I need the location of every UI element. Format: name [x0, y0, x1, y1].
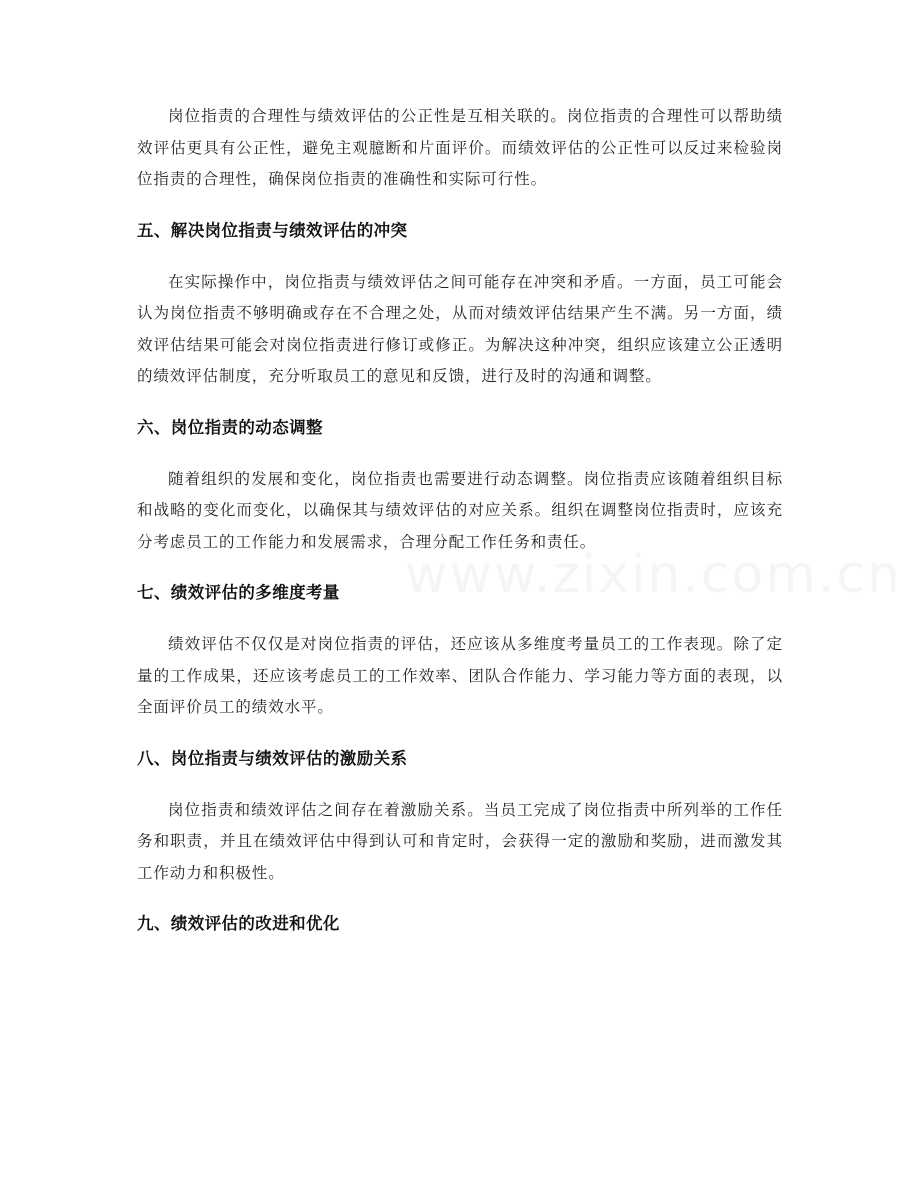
watermark: www.zixin.com.cn [405, 545, 902, 605]
heading-section-6: 六、岗位指责的动态调整 [137, 417, 323, 437]
paragraph-section-6: 随着组织的发展和变化，岗位指责也需要进行动态调整。岗位指责应该随着组织目标和战略的变化而变化，以确保其与绩效评估的对应关系。组织在调整岗位指责时，应该充分考虑员工的工作能力和发展需求，合理分配工作任务和责任。 [137, 469, 783, 551]
paragraph-section-7: 绩效评估不仅仅是对岗位指责的评估，还应该从多维度考量员工的工作表现。除了定量的工作成果，还应该考虑员工的工作效率、团队合作能力、学习能力等方面的表现，以全面评价员工的绩效水平。 [137, 635, 783, 716]
heading-section-7: 七、绩效评估的多维度考量 [137, 583, 340, 602]
paragraph-section-8: 岗位指责和绩效评估之间存在着激励关系。当员工完成了岗位指责中所列举的工作任务和职责，并且在绩效评估中得到认可和肯定时，会获得一定的激励和奖励，进而激发其工作动力和积极性。 [137, 800, 783, 882]
heading-section-5: 五、解决岗位指责与绩效评估的冲突 [137, 220, 408, 240]
heading-section-9: 九、绩效评估的改进和优化 [137, 914, 340, 933]
paragraph-section-5: 在实际操作中，岗位指责与绩效评估之间可能存在冲突和矛盾。一方面，员工可能会认为岗位指责不够明确或存在不合理之处，从而对绩效评估结果产生不满。另一方面，绩效评估结果可能会对岗位指责进行修订或修正。为解决这种冲突，组织应该建立公正透明的绩效评估制度，充分听取员工的意见和反馈，进行及时的沟通和调整。 [137, 272, 783, 385]
document-body [137, 101, 783, 939]
heading-section-8: 八、岗位指责与绩效评估的激励关系 [137, 748, 408, 768]
paragraph-intro: 岗位指责的合理性与绩效评估的公正性是互相关联的。岗位指责的合理性可以帮助绩效评估更具有公正性，避免主观臆断和片面评价。而绩效评估的公正性可以反过来检验岗位指责的合理性，确保岗位指责的准确性和实际可行性。 [137, 107, 783, 188]
